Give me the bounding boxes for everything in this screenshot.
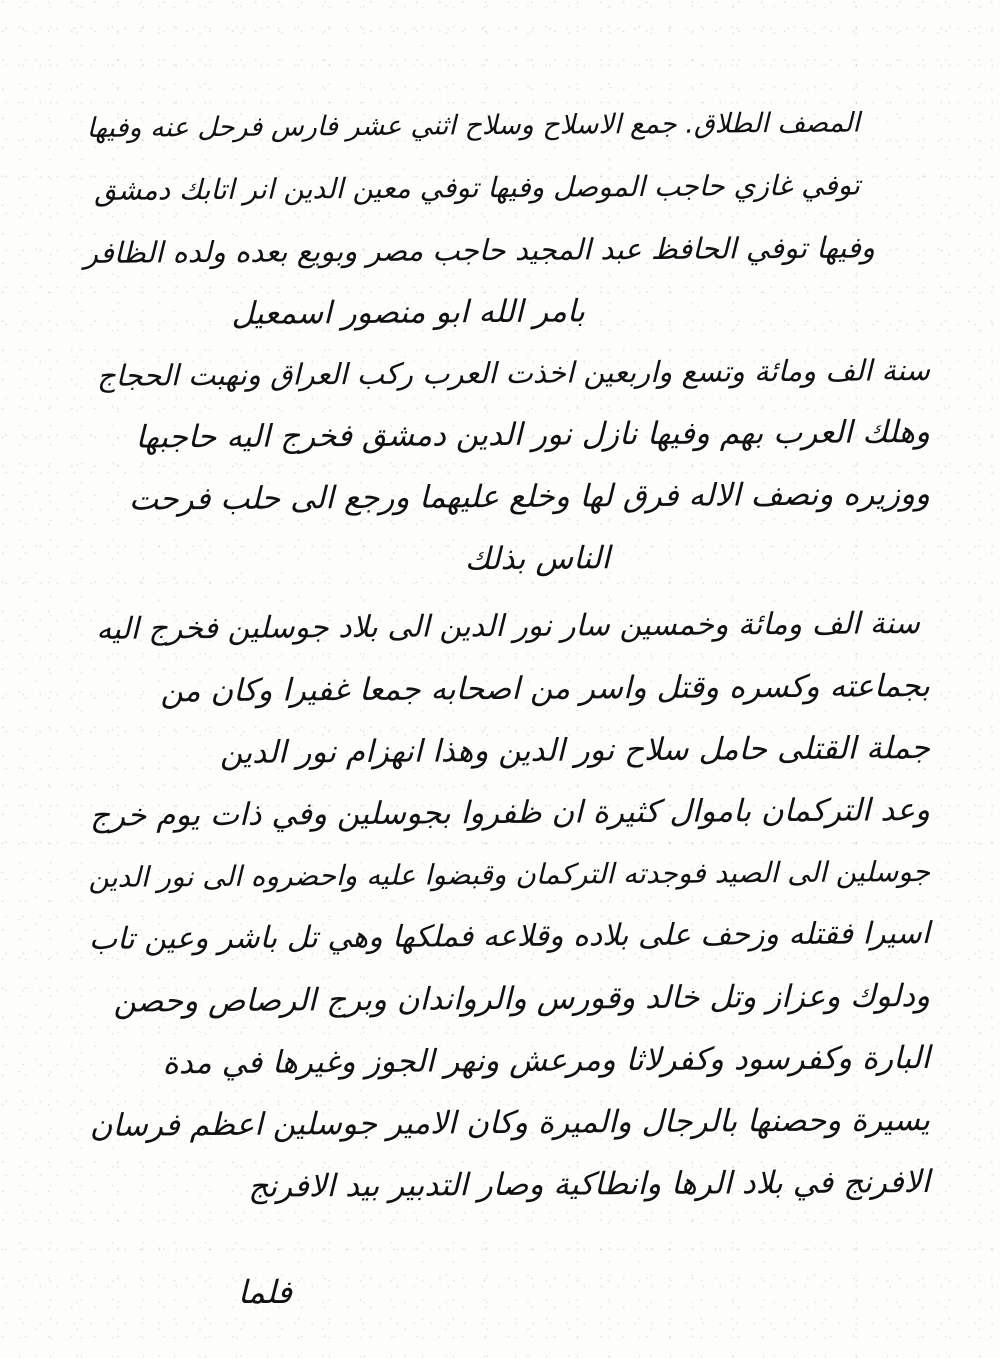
text-line: البارة وكفرسود وكفرلاثا ومرعش ونهر الجوز وغيرها في مدة [162,1039,931,1082]
text-line: بامر الله ابو منصور اسمعيل [231,293,586,332]
text-line: ودلوك وعزاز وتل خالد وقورس والرواندان وبرج الرصاص وحصن [113,977,931,1020]
paragraph-1 [70,95,930,343]
text-line: يسيرة وحصنها بالرجال والميرة وكان الامير جوسلين اعظم فرسان [89,1101,931,1144]
text-line: الناس بذلك [464,540,611,578]
text-line: وهلك العرب بهم وفيها نازل نور الدين دمشق فخرج اليه حاجبها [135,413,931,456]
text-line: وفيها توفي الحافظ عبد المجيد حاجب مصر وبويع بعده ولده الظافر [83,230,876,270]
text-line: اسيرا فقتله وزحف على بلاده وقلاعه فملكها وهي تل باشر وعين تاب [88,915,931,957]
text-line: وعد التركمان باموال كثيرة ان ظفروا بجوسلين وفي ذات يوم خرج [89,791,931,834]
text-line: جملة القتلى حامل سلاح نور الدين وهذا انهزام نور الدين [219,729,931,771]
catchword: فلما [237,1273,293,1311]
text-line: توفي غازي حاجب الموصل وفيها توفي معين الدين انر اتابك دمشق [94,168,861,207]
text-line: ووزيره ونصف الاله فرق لها وخلع عليهما ورجع الى حلب فرحت [128,475,931,518]
text-line: سنة الف ومائة وخمسين سار نور الدين الى بلاد جوسلين فخرج اليه [96,606,921,647]
text-line: سنة الف ومائة وتسع واربعين اخذت العرب ركب العراق ونهبت الحجاج [96,352,931,393]
text-line: بجماعته وكسره وقتل واسر من اصحابه جمعا غفيرا وكان من [160,667,931,710]
text-line: المصف الطلاق. جمع الاسلاح وسلاح اثني عشر فارس فرحل عنه وفيها [86,107,861,144]
text-line: الافرنج في بلاد الرها وانطاكية وصار التدبير بيد الافرنج [248,1163,931,1205]
paragraph-2 [70,342,930,590]
text-line: جوسلين الى الصيد فوجدته التركمان وقبضوا عليه واحضروه الى نور الدين [88,854,931,894]
paragraph-3 [70,596,930,1216]
